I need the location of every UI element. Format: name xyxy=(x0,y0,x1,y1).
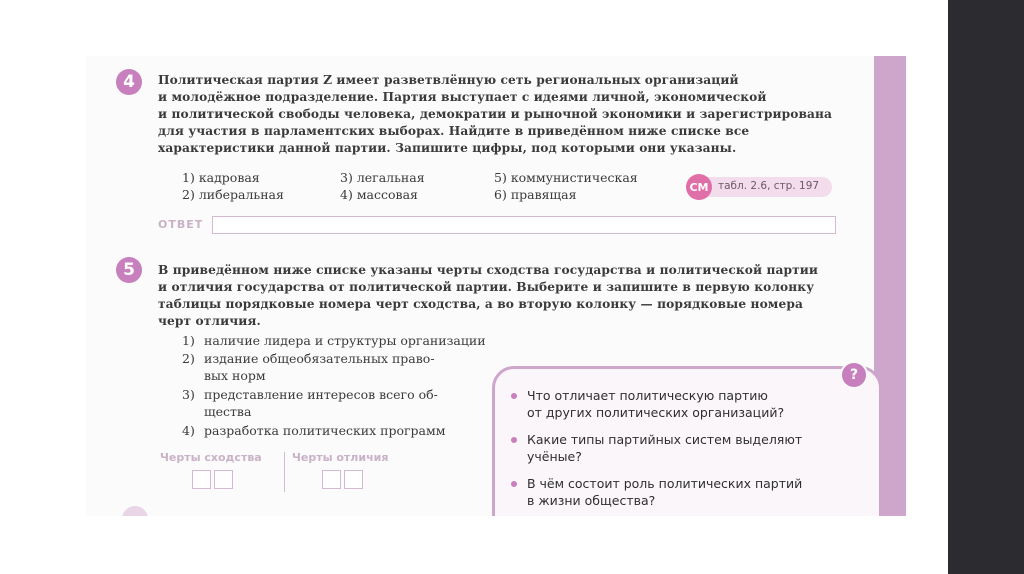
q4-option: 4) массовая xyxy=(340,187,418,202)
reference-badge xyxy=(686,177,832,197)
question-5-text xyxy=(158,262,834,330)
q4-line: и молодёжное подразделение. Партия выступает с идеями личной, экономической xyxy=(158,90,767,104)
review-questions-box: Что отличает политическую партию от других политических организаций? Какие типы партийных систем выделяют учёные? В чём состоит роль политических партий в жизни общества? xyxy=(492,366,882,516)
q4-option: 1) кадровая xyxy=(182,170,260,185)
q5-line: и отличия государства от политической партии. Выберите и запишите в первую колонку xyxy=(158,280,815,294)
q4-line: и политической свободы человека, демократии и рыночной экономики и зарегистрирована xyxy=(158,107,833,121)
differences-column-label: Черты отличия xyxy=(292,451,389,464)
q4-option: 3) легальная xyxy=(340,170,425,185)
bullet-icon xyxy=(511,393,517,399)
q4-option: 2) либеральная xyxy=(182,187,284,202)
answer-cell[interactable] xyxy=(344,470,363,489)
answer-cell[interactable] xyxy=(192,470,211,489)
q5-line: В приведённом ниже списке указаны черты сходства государства и политической партии xyxy=(158,263,819,277)
question-4-number: 4 xyxy=(116,69,142,95)
answer-cell[interactable] xyxy=(322,470,341,489)
q5-line: таблицы порядковые номера черт сходства, а во вторую колонку — порядковые номера xyxy=(158,297,803,311)
question-4-text xyxy=(158,72,834,157)
bullet-icon xyxy=(511,481,517,487)
bullet-icon xyxy=(511,437,517,443)
answer-label: ОТВЕТ xyxy=(158,218,204,231)
q4-line: для участия в парламентских выборах. Найдите в приведённом ниже списке все xyxy=(158,124,750,138)
column-divider xyxy=(284,452,285,492)
question-mark-icon: ? xyxy=(840,361,868,389)
q4-option: 6) правящая xyxy=(494,187,577,202)
similarities-column-label: Черты сходства xyxy=(160,451,262,464)
answer-cell[interactable] xyxy=(214,470,233,489)
question-5-number: 5 xyxy=(116,257,142,283)
textbook-page: 4 Политическая партия Z имеет разветвлённую сеть региональных организаций и молодёжное подразделение. Партия выступает с идеями личной, экономической и политической свободы человека, демократии и рыночной экономики и зарегистрирована для участия в парламентских выборах. Найдите в приведённом ниже списке все характеристики данной партии. Запишите цифры, под которыми они указаны. 1) кадровая 3) легальная 5) коммунистическая 2) либеральная 4) массовая 6) правящая СМ табл. 2.6, стр. 197 ОТВЕТ 5 В приведённом ниже списке указаны черты сходства государства и политической партии и отличия государства от политической партии. Выберите и запишите в первую колонку таблицы порядковые номера черт сходства, а во вторую колонку — порядковые номера черт отличия. 1) наличие лидера и структуры организации 2) издание общеобязательных право- вых норм 3) представление интересов всего об- щества 4) разработка политических программ Черты сходства Черты отличия Что отличает политическую партию от других политических организаций? Какие типы партийных систем выделяют учёные? В чём состоит роль политических партий в жизни общества? ? xyxy=(86,56,906,516)
q4-line: Политическая партия Z имеет разветвлённую сеть региональных организаций xyxy=(158,73,739,87)
reference-text: табл. 2.6, стр. 197 xyxy=(718,180,820,192)
q4-option: 5) коммунистическая xyxy=(494,170,638,185)
q4-line: характеристики данной партии. Запишите цифры, под которыми они указаны. xyxy=(158,141,737,155)
cm-icon: СМ xyxy=(686,174,712,200)
next-question-number-partial xyxy=(122,506,148,516)
right-dark-bar xyxy=(948,0,1024,574)
q5-line: черт отличия. xyxy=(158,314,261,328)
answer-field[interactable] xyxy=(212,216,836,234)
